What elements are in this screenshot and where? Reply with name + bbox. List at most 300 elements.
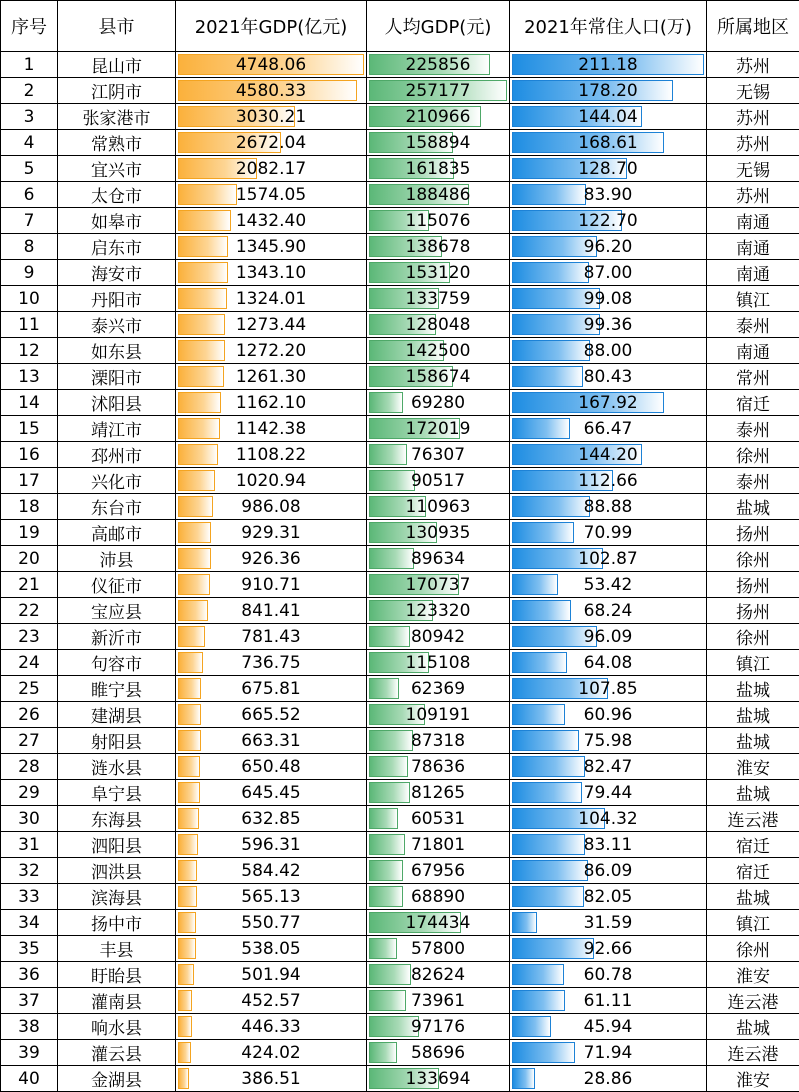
- table-row: [1, 494, 799, 520]
- population-bar: [512, 756, 585, 777]
- table-row: [1, 104, 799, 130]
- population-cell: [510, 598, 707, 624]
- gdp-bar: [178, 444, 218, 465]
- gdp-cell: [176, 364, 367, 390]
- per-capita-gdp-value: 174434: [406, 913, 471, 933]
- per-capita-gdp-value: 158674: [406, 367, 471, 387]
- population-bar: [512, 990, 565, 1011]
- population-cell: [510, 780, 707, 806]
- row-index: 35: [1, 936, 58, 962]
- gdp-value: 929.31: [241, 523, 300, 543]
- city-name: 东台市: [58, 494, 176, 520]
- city-name: 睢宁县: [58, 676, 176, 702]
- per-capita-gdp-cell: [367, 832, 510, 858]
- city-name: 建湖县: [58, 702, 176, 728]
- region-name: 盐城: [707, 884, 799, 910]
- gdp-value: 4580.33: [236, 81, 306, 101]
- gdp-bar: [178, 1068, 189, 1089]
- gdp-value: 645.45: [241, 783, 300, 803]
- city-name: 滨海县: [58, 884, 176, 910]
- row-index: 32: [1, 858, 58, 884]
- gdp-bar: [178, 912, 196, 933]
- region-name: 徐州: [707, 442, 799, 468]
- gdp-cell: [176, 416, 367, 442]
- city-name: 泗阳县: [58, 832, 176, 858]
- population-value: 167.92: [578, 393, 637, 413]
- population-bar: [512, 886, 584, 907]
- region-name: 苏州: [707, 182, 799, 208]
- table-row: [1, 130, 799, 156]
- region-name: 南通: [707, 208, 799, 234]
- per-capita-gdp-cell: [367, 494, 510, 520]
- row-index: 30: [1, 806, 58, 832]
- gdp-bar: [178, 834, 198, 855]
- region-name: 盐城: [707, 702, 799, 728]
- city-name: 泰兴市: [58, 312, 176, 338]
- per-capita-gdp-cell: [367, 676, 510, 702]
- population-bar: [512, 964, 564, 985]
- population-cell: [510, 442, 707, 468]
- gdp-bar: [178, 990, 192, 1011]
- gdp-cell: [176, 130, 367, 156]
- gdp-value: 565.13: [241, 887, 300, 907]
- row-index: 14: [1, 390, 58, 416]
- gdp-bar: [178, 262, 228, 283]
- region-name: 无锡: [707, 78, 799, 104]
- per-capita-gdp-value: 130935: [406, 523, 471, 543]
- gdp-value: 3030.21: [236, 107, 306, 127]
- table-row: [1, 546, 799, 572]
- row-index: 4: [1, 130, 58, 156]
- row-index: 10: [1, 286, 58, 312]
- region-name: 苏州: [707, 104, 799, 130]
- population-value: 99.08: [584, 289, 633, 309]
- gdp-bar: [178, 184, 237, 205]
- per-capita-gdp-value: 158894: [406, 133, 471, 153]
- per-capita-gdp-cell: [367, 546, 510, 572]
- population-value: 64.08: [584, 653, 633, 673]
- population-value: 83.90: [584, 185, 633, 205]
- per-capita-gdp-cell: [367, 260, 510, 286]
- per-capita-gdp-cell: [367, 286, 510, 312]
- gdp-value: 781.43: [241, 627, 300, 647]
- row-index: 24: [1, 650, 58, 676]
- population-value: 96.20: [584, 237, 633, 257]
- row-index: 2: [1, 78, 58, 104]
- gdp-bar: [178, 704, 201, 725]
- population-cell: [510, 520, 707, 546]
- gdp-cell: [176, 754, 367, 780]
- city-name: 张家港市: [58, 104, 176, 130]
- row-index: 11: [1, 312, 58, 338]
- population-value: 80.43: [584, 367, 633, 387]
- per-capita-gdp-bar: [369, 938, 397, 959]
- table-row: [1, 416, 799, 442]
- row-index: 13: [1, 364, 58, 390]
- gdp-cell: [176, 156, 367, 182]
- per-capita-gdp-value: 153120: [406, 263, 471, 283]
- population-cell: [510, 728, 707, 754]
- population-value: 128.70: [578, 159, 637, 179]
- gdp-value: 596.31: [241, 835, 300, 855]
- gdp-value: 1345.90: [236, 237, 306, 257]
- city-name: 江阴市: [58, 78, 176, 104]
- row-index: 33: [1, 884, 58, 910]
- population-cell: [510, 494, 707, 520]
- per-capita-gdp-bar: [369, 808, 398, 829]
- gdp-value: 1162.10: [236, 393, 306, 413]
- per-capita-gdp-cell: [367, 1066, 510, 1092]
- table-row: [1, 728, 799, 754]
- per-capita-gdp-value: 87318: [411, 731, 465, 751]
- gdp-bar: [178, 392, 221, 413]
- region-name: 镇江: [707, 910, 799, 936]
- table-row: [1, 156, 799, 182]
- gdp-value: 584.42: [241, 861, 300, 881]
- region-name: 南通: [707, 234, 799, 260]
- population-cell: [510, 884, 707, 910]
- population-value: 60.78: [584, 965, 633, 985]
- per-capita-gdp-cell: [367, 936, 510, 962]
- gdp-bar: [178, 418, 220, 439]
- gdp-value: 1108.22: [236, 445, 306, 465]
- per-capita-gdp-bar: [369, 782, 410, 803]
- population-value: 87.00: [584, 263, 633, 283]
- table-row: [1, 364, 799, 390]
- gdp-bar: [178, 236, 228, 257]
- gdp-bar: [178, 522, 211, 543]
- gdp-bar: [178, 288, 227, 309]
- per-capita-gdp-cell: [367, 182, 510, 208]
- gdp-value: 910.71: [241, 575, 300, 595]
- table-row: [1, 650, 799, 676]
- gdp-cell: [176, 338, 367, 364]
- population-cell: [510, 1014, 707, 1040]
- per-capita-gdp-bar: [369, 548, 414, 569]
- city-name: 东海县: [58, 806, 176, 832]
- gdp-value: 926.36: [241, 549, 300, 569]
- per-capita-gdp-value: 188486: [406, 185, 471, 205]
- table-row: [1, 1066, 799, 1092]
- region-name: 无锡: [707, 156, 799, 182]
- per-capita-gdp-value: 69280: [411, 393, 465, 413]
- city-name: 灌云县: [58, 1040, 176, 1066]
- population-cell: [510, 962, 707, 988]
- region-name: 泰州: [707, 312, 799, 338]
- per-capita-gdp-value: 57800: [411, 939, 465, 959]
- per-capita-gdp-cell: [367, 208, 510, 234]
- gdp-bar: [178, 548, 211, 569]
- city-name: 溧阳市: [58, 364, 176, 390]
- gdp-cell: [176, 1014, 367, 1040]
- population-cell: [510, 468, 707, 494]
- gdp-cell: [176, 884, 367, 910]
- per-capita-gdp-cell: [367, 884, 510, 910]
- row-index: 25: [1, 676, 58, 702]
- gdp-value: 663.31: [241, 731, 300, 751]
- per-capita-gdp-value: 89634: [411, 549, 465, 569]
- per-capita-gdp-value: 128048: [406, 315, 471, 335]
- region-name: 连云港: [707, 988, 799, 1014]
- table-row: [1, 520, 799, 546]
- table-row: [1, 832, 799, 858]
- header-row: [1, 1, 799, 52]
- per-capita-gdp-value: 115108: [406, 653, 471, 673]
- city-name: 高邮市: [58, 520, 176, 546]
- gdp-bar: [178, 860, 197, 881]
- per-capita-gdp-bar: [369, 886, 403, 907]
- gdp-value: 986.08: [241, 497, 300, 517]
- gdp-value: 1343.10: [236, 263, 306, 283]
- population-value: 86.09: [584, 861, 633, 881]
- gdp-value: 386.51: [241, 1069, 300, 1089]
- city-name: 宝应县: [58, 598, 176, 624]
- population-cell: [510, 676, 707, 702]
- gdp-value: 501.94: [241, 965, 300, 985]
- population-cell: [510, 260, 707, 286]
- population-value: 82.47: [584, 757, 633, 777]
- per-capita-gdp-cell: [367, 858, 510, 884]
- gdp-cell: [176, 702, 367, 728]
- gdp-cell: [176, 260, 367, 286]
- population-bar: [512, 184, 586, 205]
- population-bar: [512, 938, 594, 959]
- gdp-value: 1432.40: [236, 211, 306, 231]
- population-cell: [510, 104, 707, 130]
- population-bar: [512, 340, 590, 361]
- population-cell: [510, 1066, 707, 1092]
- header-index: 序号: [1, 1, 58, 52]
- table-row: [1, 286, 799, 312]
- gdp-value: 632.85: [241, 809, 300, 829]
- per-capita-gdp-cell: [367, 1040, 510, 1066]
- population-cell: [510, 156, 707, 182]
- gdp-value: 841.41: [241, 601, 300, 621]
- gdp-bar: [178, 314, 225, 335]
- per-capita-gdp-cell: [367, 468, 510, 494]
- population-value: 178.20: [578, 81, 637, 101]
- table-row: [1, 52, 799, 78]
- city-name: 如皋市: [58, 208, 176, 234]
- row-index: 12: [1, 338, 58, 364]
- city-name: 海安市: [58, 260, 176, 286]
- gdp-bar: [178, 340, 225, 361]
- per-capita-gdp-bar: [369, 964, 411, 985]
- table-row: [1, 390, 799, 416]
- per-capita-gdp-value: 110963: [406, 497, 471, 517]
- row-index: 15: [1, 416, 58, 442]
- population-bar: [512, 652, 567, 673]
- region-name: 徐州: [707, 624, 799, 650]
- row-index: 18: [1, 494, 58, 520]
- gdp-bar: [178, 782, 200, 803]
- gdp-value: 1261.30: [236, 367, 306, 387]
- population-bar: [512, 496, 590, 517]
- per-capita-gdp-cell: [367, 442, 510, 468]
- population-bar: [512, 1042, 575, 1063]
- population-bar: [512, 366, 583, 387]
- per-capita-gdp-value: 60531: [411, 809, 465, 829]
- gdp-value: 2082.17: [236, 159, 306, 179]
- gdp-cell: [176, 234, 367, 260]
- per-capita-gdp-cell: [367, 78, 510, 104]
- table-row: [1, 1040, 799, 1066]
- gdp-cell: [176, 572, 367, 598]
- population-value: 88.88: [584, 497, 633, 517]
- per-capita-gdp-cell: [367, 910, 510, 936]
- region-name: 宿迁: [707, 832, 799, 858]
- city-name: 金湖县: [58, 1066, 176, 1092]
- population-value: 122.70: [578, 211, 637, 231]
- header-population: 2021年常住人口(万): [510, 1, 707, 52]
- per-capita-gdp-cell: [367, 156, 510, 182]
- gdp-value: 452.57: [241, 991, 300, 1011]
- population-cell: [510, 234, 707, 260]
- population-cell: [510, 78, 707, 104]
- row-index: 36: [1, 962, 58, 988]
- population-bar: [512, 912, 537, 933]
- region-name: 南通: [707, 338, 799, 364]
- row-index: 26: [1, 702, 58, 728]
- gdp-bar: [178, 1016, 192, 1037]
- city-name: 仪征市: [58, 572, 176, 598]
- population-value: 66.47: [584, 419, 633, 439]
- row-index: 20: [1, 546, 58, 572]
- per-capita-gdp-value: 58696: [411, 1043, 465, 1063]
- per-capita-gdp-value: 109191: [406, 705, 471, 725]
- population-value: 144.04: [578, 107, 637, 127]
- population-cell: [510, 390, 707, 416]
- row-index: 21: [1, 572, 58, 598]
- per-capita-gdp-cell: [367, 364, 510, 390]
- gdp-cell: [176, 390, 367, 416]
- city-name: 泗洪县: [58, 858, 176, 884]
- per-capita-gdp-value: 81265: [411, 783, 465, 803]
- population-value: 79.44: [584, 783, 633, 803]
- gdp-cell: [176, 1066, 367, 1092]
- gdp-cell: [176, 1040, 367, 1066]
- table-row: [1, 572, 799, 598]
- per-capita-gdp-cell: [367, 416, 510, 442]
- population-cell: [510, 702, 707, 728]
- population-cell: [510, 650, 707, 676]
- table-row: [1, 910, 799, 936]
- per-capita-gdp-value: 68890: [411, 887, 465, 907]
- per-capita-gdp-cell: [367, 338, 510, 364]
- population-bar: [512, 522, 574, 543]
- gdp-value: 446.33: [241, 1017, 300, 1037]
- per-capita-gdp-bar: [369, 834, 405, 855]
- per-capita-gdp-value: 225856: [406, 55, 471, 75]
- row-index: 5: [1, 156, 58, 182]
- gdp-cell: [176, 78, 367, 104]
- region-name: 连云港: [707, 1040, 799, 1066]
- gdp-cell: [176, 286, 367, 312]
- region-name: 宿迁: [707, 390, 799, 416]
- population-value: 82.05: [584, 887, 633, 907]
- per-capita-gdp-cell: [367, 1014, 510, 1040]
- per-capita-gdp-value: 161835: [406, 159, 471, 179]
- row-index: 29: [1, 780, 58, 806]
- population-value: 61.11: [584, 991, 633, 1011]
- region-name: 淮安: [707, 1066, 799, 1092]
- table-row: [1, 884, 799, 910]
- table-row: [1, 598, 799, 624]
- gdp-value: 1324.01: [236, 289, 306, 309]
- gdp-value: 4748.06: [236, 55, 306, 75]
- region-name: 盐城: [707, 728, 799, 754]
- region-name: 淮安: [707, 962, 799, 988]
- gdp-cell: [176, 936, 367, 962]
- table-row: [1, 208, 799, 234]
- gdp-bar: [178, 964, 194, 985]
- gdp-cell: [176, 728, 367, 754]
- per-capita-gdp-value: 76307: [411, 445, 465, 465]
- per-capita-gdp-value: 73961: [411, 991, 465, 1011]
- population-bar: [512, 704, 565, 725]
- per-capita-gdp-value: 82624: [411, 965, 465, 985]
- per-capita-gdp-value: 142500: [406, 341, 471, 361]
- per-capita-gdp-cell: [367, 806, 510, 832]
- row-index: 39: [1, 1040, 58, 1066]
- row-index: 40: [1, 1066, 58, 1092]
- population-cell: [510, 286, 707, 312]
- table-row: [1, 182, 799, 208]
- city-name: 靖江市: [58, 416, 176, 442]
- gdp-value: 1273.44: [236, 315, 306, 335]
- region-name: 镇江: [707, 650, 799, 676]
- per-capita-gdp-value: 170737: [406, 575, 471, 595]
- table-row: [1, 754, 799, 780]
- row-index: 17: [1, 468, 58, 494]
- region-name: 苏州: [707, 130, 799, 156]
- gdp-cell: [176, 624, 367, 650]
- gdp-cell: [176, 910, 367, 936]
- population-bar: [512, 834, 585, 855]
- gdp-bar: [178, 470, 215, 491]
- population-value: 96.09: [584, 627, 633, 647]
- region-name: 宿迁: [707, 858, 799, 884]
- population-value: 211.18: [578, 55, 637, 75]
- table-row: [1, 1014, 799, 1040]
- gdp-bar: [178, 808, 199, 829]
- region-name: 盐城: [707, 1014, 799, 1040]
- per-capita-gdp-cell: [367, 520, 510, 546]
- gdp-cell: [176, 988, 367, 1014]
- city-name: 启东市: [58, 234, 176, 260]
- gdp-cell: [176, 494, 367, 520]
- per-capita-gdp-value: 90517: [411, 471, 465, 491]
- city-name: 兴化市: [58, 468, 176, 494]
- table-row: [1, 806, 799, 832]
- population-value: 68.24: [584, 601, 633, 621]
- region-name: 扬州: [707, 598, 799, 624]
- gdp-bar: [178, 574, 210, 595]
- population-cell: [510, 832, 707, 858]
- region-name: 盐城: [707, 780, 799, 806]
- gdp-value: 1142.38: [236, 419, 306, 439]
- gdp-bar: [178, 1042, 191, 1063]
- per-capita-gdp-value: 62369: [411, 679, 465, 699]
- population-bar: [512, 730, 579, 751]
- population-value: 53.42: [584, 575, 633, 595]
- per-capita-gdp-cell: [367, 702, 510, 728]
- row-index: 3: [1, 104, 58, 130]
- population-value: 88.00: [584, 341, 633, 361]
- population-value: 104.32: [578, 809, 637, 829]
- population-bar: [512, 262, 589, 283]
- per-capita-gdp-cell: [367, 130, 510, 156]
